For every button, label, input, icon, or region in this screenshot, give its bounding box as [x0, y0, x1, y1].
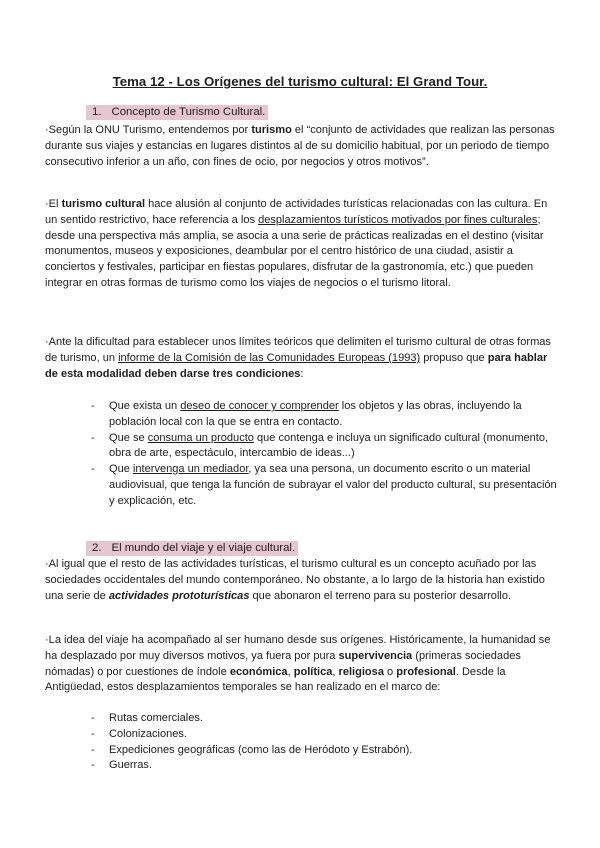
paragraph-idea-viaje: [45, 633, 560, 696]
text-run: ,: [287, 665, 294, 678]
paragraph-definition-turismo: [45, 123, 560, 170]
section-number: 2.: [92, 542, 102, 554]
section-heading-2: [86, 541, 298, 556]
underlined-term: informe de la Comisión de las Comunidades Europeas (1993): [118, 351, 421, 364]
text-run: el “conjunto de actividades que realizan las personas durante sus viajes y estancias en lugares distintos al de su domicilio habitual, por un periodo de tiempo consecutivo inferior a un año, con fines de ocio, por negocios y otros motivos”.: [45, 124, 555, 168]
text-run: que abonaron el terreno para su posterior desarrollo.: [249, 589, 512, 602]
underlined-term: deseo de conocer y comprender: [180, 400, 339, 412]
page-title: Tema 12 - Los Orígenes del turismo cultural: El Grand Tour.: [112, 74, 488, 89]
list-item-text: Expediciones geográficas (como las de Heródoto y Estrabón).: [109, 743, 413, 756]
list-item: [45, 431, 560, 463]
section-heading-1: [86, 105, 268, 120]
text-run: ,: [332, 665, 339, 678]
text-run: hace alusión al conjunto de actividades turísticas relacionadas con las cultura. En un sentido restrictivo, hace referencia a los: [45, 198, 548, 226]
section-label: Concepto de Turismo Cultural.: [111, 106, 266, 118]
underlined-term: consuma un producto: [147, 431, 254, 444]
list-item: [45, 399, 560, 431]
bold-term: turismo cultural: [61, 198, 146, 210]
text-run: :: [300, 367, 304, 380]
text-run: ; desde una perspectiva más amplia, se asocia a una serie de prácticas realizadas en el destino (visitar monumentos, museos y exposiciones, deambular por el centro histórico de una ciudad, asistir a conciertos y festivales, participar en fiestas populares, disfrutar de la gastronomía, etc.) que pueden integrar en otras formas de turismo como los viajes de negocios o el turismo litoral.: [45, 213, 544, 289]
underlined-term: intervenga un mediador: [132, 463, 249, 475]
text-run: ·El: [45, 198, 62, 210]
dash-bullet: -: [91, 727, 95, 740]
bold-term: para hablar de esta modalidad deben darse tres condiciones: [45, 351, 548, 380]
text-run: Que: [109, 463, 133, 475]
text-run: Que exista un: [109, 400, 181, 412]
paragraph-comision: [45, 335, 560, 382]
text-run: ·La idea del viaje ha acompañado al ser humano desde sus orígenes. Históricamente, la humanidad se ha desplazado por muy diversos motivos, ya fuera por pura: [45, 634, 551, 662]
list-item-text: Guerras.: [109, 759, 152, 772]
list-item: [45, 462, 560, 509]
bold-term: política: [293, 665, 333, 678]
dash-bullet: -: [91, 712, 95, 724]
list-item: [45, 758, 560, 774]
dash-bullet: -: [91, 743, 95, 756]
text-run: o: [383, 665, 397, 678]
underlined-term: desplazamientos turísticos motivados por fines culturales: [258, 213, 538, 226]
bold-term: económica: [229, 665, 288, 678]
list-item: [45, 727, 560, 743]
conditions-list: [45, 399, 560, 509]
list-item: [45, 711, 560, 727]
dash-bullet: -: [91, 431, 95, 444]
bold-term: turismo: [251, 124, 292, 136]
text-run: (primeras sociedades nómadas) o por cuestiones de índole: [45, 649, 521, 678]
dash-bullet: -: [91, 759, 95, 772]
list-item-text: Rutas comerciales.: [109, 712, 203, 724]
list-item-text: Colonizaciones.: [109, 727, 187, 740]
text-run: ·Ante la dificultad para establecer unos límites teóricos que delimiten el turismo cultural de otras formas de turismo, un: [45, 336, 551, 364]
travel-frameworks-list: [45, 711, 560, 774]
text-run: propuso que: [420, 351, 488, 364]
section-number: 1.: [92, 106, 102, 118]
bold-term: supervivencia: [338, 649, 413, 662]
list-item: [45, 743, 560, 759]
bold-term: religiosa: [338, 665, 384, 678]
dash-bullet: -: [91, 463, 95, 475]
bold-italic-term: actividades prototurísticas: [108, 589, 250, 602]
section-label: El mundo del viaje y el viaje cultural.: [111, 542, 296, 554]
text-run: ·Según la ONU Turismo, entendemos por: [45, 124, 252, 136]
bold-term: profesional: [396, 665, 456, 678]
paragraph-turismo-cultural: [45, 197, 560, 292]
dash-bullet: -: [91, 400, 95, 412]
text-run: Que se: [109, 431, 148, 444]
text-run: . Desde la Antigüedad, estos desplazamientos temporales se han realizado en el marco de:: [45, 665, 506, 694]
text-run: los objetos y las obras, incluyendo la población local con la que se entra en contacto.: [109, 400, 522, 428]
text-run: que contenga e incluya un significado cultural (monumento, obra de arte, espectáculo, intercambio de ideas...): [109, 431, 549, 460]
text-run: ·Al igual que el resto de las actividades turísticas, el turismo cultural es un concepto acuñado por las sociedades occidentales del mundo contemporáneo. No obstante, a lo largo de la historia han existido una serie de: [45, 558, 545, 602]
text-run: , ya sea una persona, un documento escrito o un material audiovisual, que tenga la función de subrayar el valor del producto cultural, su presentación y explicación, etc.: [109, 463, 557, 507]
paragraph-prototurismo: [45, 557, 560, 604]
